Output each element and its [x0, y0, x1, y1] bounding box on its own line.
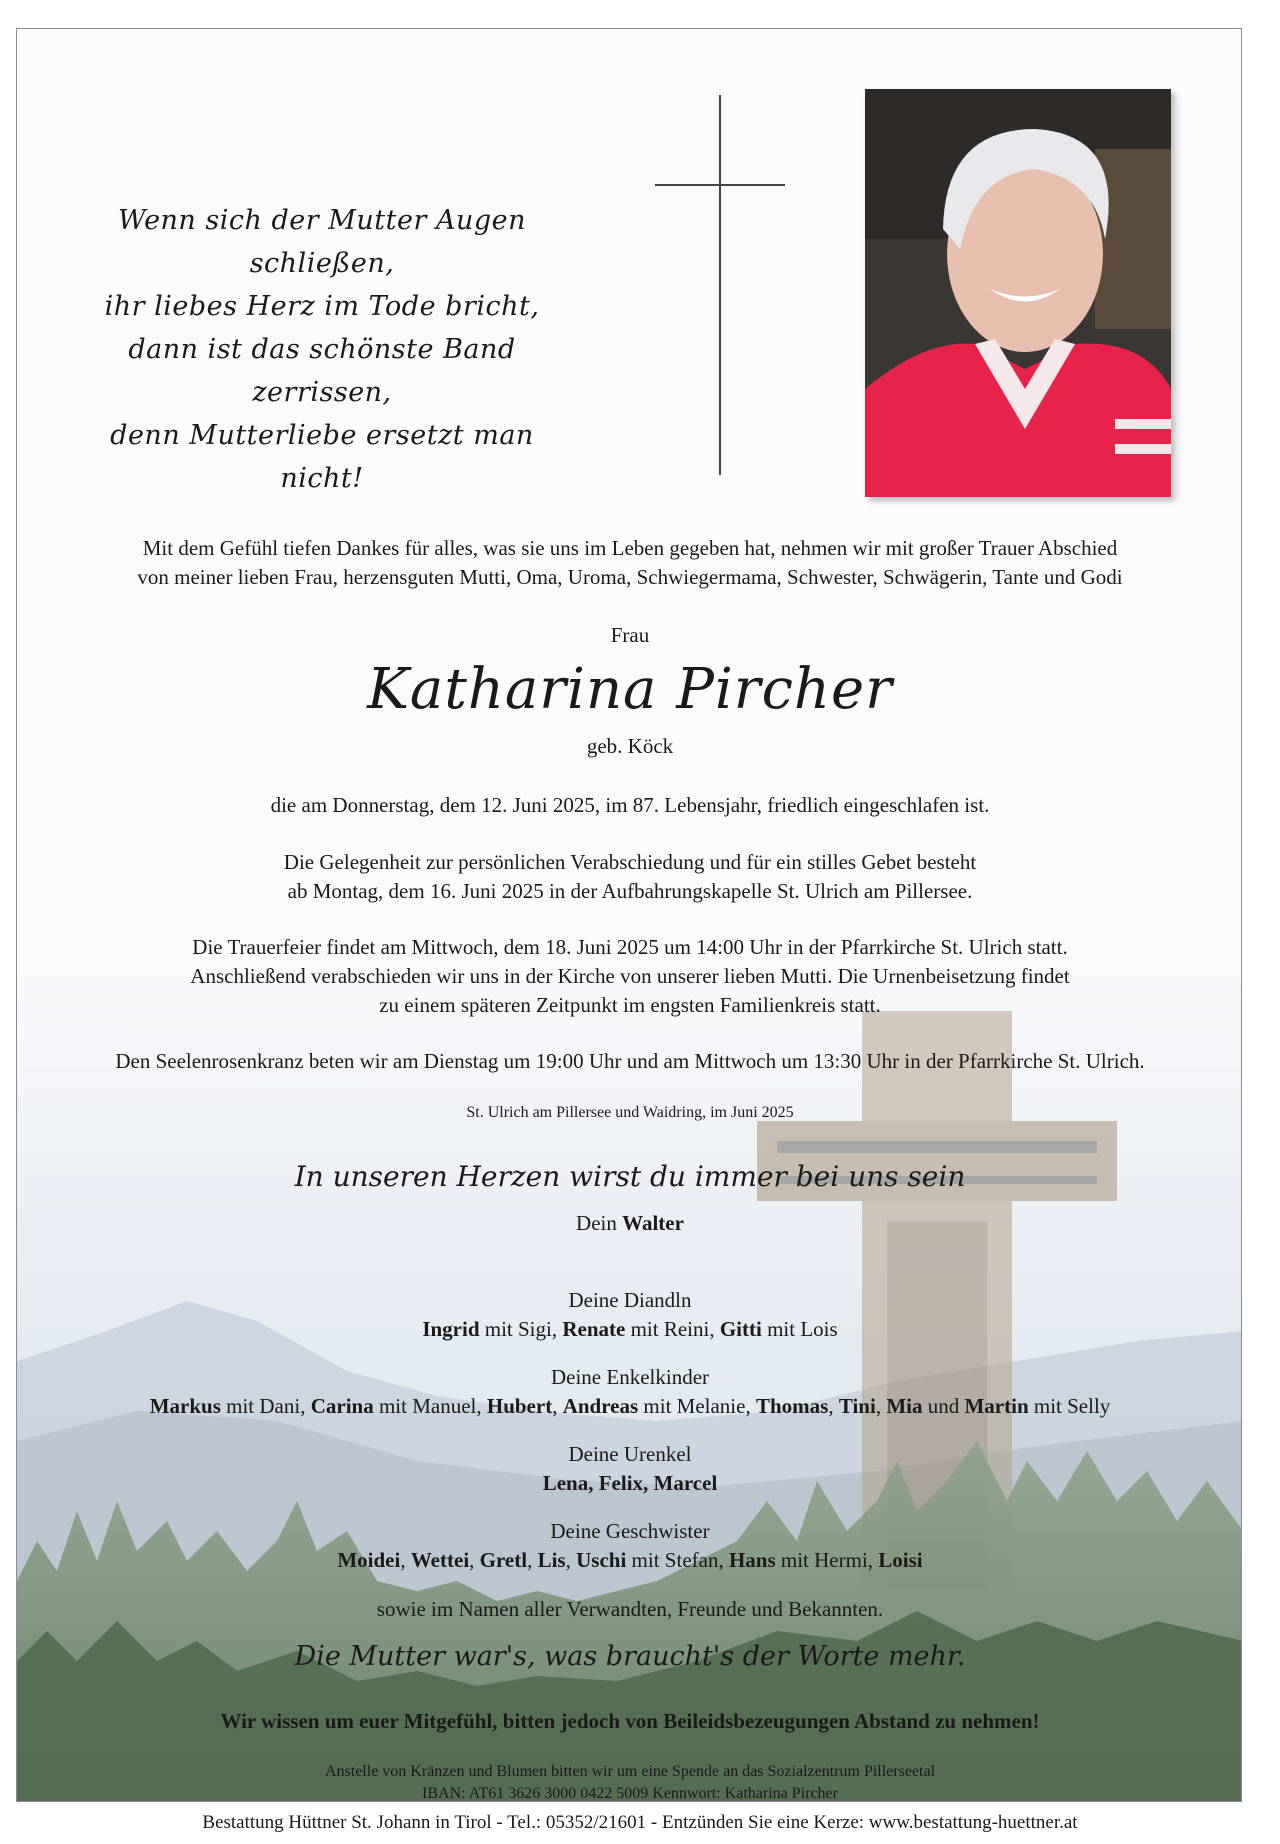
person-name: Ingrid: [422, 1317, 480, 1341]
obituary-card: [16, 28, 1242, 1802]
daughters-title: Deine Diandln: [568, 1288, 692, 1312]
farewell-line: ab Montag, dem 16. Juni 2025 in der Aufbahrungskapelle St. Ulrich am Pillersee.: [287, 879, 973, 903]
person-connector: mit Selly: [1028, 1394, 1111, 1418]
donation-line: IBAN: AT61 3626 3000 0422 5009 Kennwort: Katharina Pircher: [422, 1785, 838, 1802]
daughters-list: [17, 1315, 1242, 1344]
great-grandchildren-list: [17, 1469, 1242, 1498]
closing-quote: Die Mutter war's, was braucht's der Worte mehr.: [294, 1641, 966, 1672]
person-name: Thomas: [755, 1394, 829, 1418]
siblings-list: [17, 1546, 1242, 1575]
person-connector: ,: [400, 1548, 411, 1572]
person-name: Gretl: [479, 1548, 528, 1572]
person-name: Carina: [310, 1394, 374, 1418]
person-connector: ,: [552, 1394, 563, 1418]
opening-quote: [67, 199, 577, 500]
intro-line: Mit dem Gefühl tiefen Dankes für alles, was sie uns im Leben gegeben hat, nehmen wir mit großer Trauer Abschied: [142, 536, 1118, 560]
person-name: Tini: [838, 1394, 876, 1418]
ceremony-line: Anschließend verabschieden wir uns in der Kirche von unserer lieben Mutti. Die Urnenbeisetzung findet: [190, 964, 1070, 988]
others-text: sowie im Namen aller Verwandten, Freunde und Bekannten.: [376, 1597, 884, 1621]
person-connector: ,: [527, 1548, 538, 1572]
person-connector: ,: [828, 1394, 839, 1418]
donation-line: Anstelle von Kränzen und Blumen bitten wir um eine Spende an das Sozialzentrum Pillerseetal: [324, 1763, 936, 1780]
rosary-text: Den Seelenrosenkranz beten wir am Dienstag um 19:00 Uhr und am Mittwoch um 13:30 Uhr in der Pfarrkirche St. Ulrich.: [115, 1049, 1145, 1073]
motto: In unseren Herzen wirst du immer bei uns sein: [294, 1160, 966, 1193]
person-connector: mit Manuel,: [373, 1394, 487, 1418]
person-name: Martin: [964, 1394, 1029, 1418]
great-grandchildren-title: Deine Urenkel: [568, 1442, 692, 1466]
person-name: Hubert: [486, 1394, 553, 1418]
husband-name: Walter: [622, 1211, 684, 1235]
person-name: Wettei: [410, 1548, 470, 1572]
person-name: Markus: [149, 1394, 221, 1418]
person-name: Andreas: [562, 1394, 639, 1418]
ceremony-text: [17, 933, 1242, 1020]
deceased-name: Katharina Pircher: [367, 657, 893, 722]
person-name: Moidei: [337, 1548, 401, 1572]
husband-line: [17, 1209, 1242, 1238]
salutation: Frau: [610, 623, 650, 647]
person-connector: mit Stefan,: [626, 1548, 729, 1572]
portrait-photo: [865, 89, 1171, 497]
person-connector: ,: [469, 1548, 480, 1572]
condolence-request: Wir wissen um euer Mitgefühl, bitten jedoch von Beileidsbezeugungen Abstand zu nehmen!: [220, 1709, 1040, 1733]
person-connector: ,: [565, 1548, 577, 1572]
person-connector: mit Sigi,: [479, 1317, 563, 1341]
ceremony-line: Die Trauerfeier findet am Mittwoch, dem 18. Juni 2025 um 14:00 Uhr in der Pfarrkirche St. Ulrich statt.: [192, 935, 1068, 959]
person-name: Gitti: [719, 1317, 762, 1341]
person-connector: mit Dani,: [220, 1394, 311, 1418]
intro-text: [17, 534, 1242, 592]
person-connector: mit Lois: [761, 1317, 838, 1341]
intro-line: von meiner lieben Frau, herzensguten Mutti, Oma, Uroma, Schwiegermama, Schwester, Schwägerin, Tante und Godi: [137, 565, 1123, 589]
farewell-line: Die Gelegenheit zur persönlichen Verabschiedung und für ein stilles Gebet besteht: [283, 850, 977, 874]
place-date: St. Ulrich am Pillersee und Waidring, im Juni 2025: [466, 1104, 794, 1121]
person-connector: mit Melanie,: [638, 1394, 756, 1418]
person-name: Uschi: [576, 1548, 627, 1572]
person-connector: mit Hermi,: [775, 1548, 879, 1572]
grandchildren-title: Deine Enkelkinder: [550, 1365, 710, 1389]
siblings-title: Deine Geschwister: [550, 1519, 710, 1543]
donation-text: [17, 1761, 1242, 1802]
person-connector: ,: [875, 1394, 887, 1418]
husband-prefix: Dein: [576, 1211, 617, 1235]
death-notice: die am Donnerstag, dem 12. Juni 2025, im 87. Lebensjahr, friedlich eingeschlafen ist.: [270, 793, 990, 817]
quote-line: Wenn sich der Mutter Augen schließen,: [118, 205, 526, 279]
person-name: Loisi: [878, 1548, 923, 1572]
birth-name: geb. Köck: [586, 734, 674, 758]
ceremony-line: zu einem späteren Zeitpunkt im engsten Familienkreis statt.: [379, 993, 881, 1017]
person-name: Lis: [537, 1548, 566, 1572]
quote-line: denn Mutterliebe ersetzt man nicht!: [110, 420, 534, 494]
quote-line: ihr liebes Herz im Tode bricht,: [104, 291, 540, 322]
great-grandchildren-names: Lena, Felix, Marcel: [542, 1471, 718, 1495]
person-name: Renate: [562, 1317, 626, 1341]
person-name: Mia: [886, 1394, 923, 1418]
grandchildren-list: [17, 1392, 1242, 1421]
person-connector: und: [922, 1394, 965, 1418]
footer-undertaker: Bestattung Hüttner St. Johann in Tirol - Tel.: 05352/21601 - Entzünden Sie eine Kerze: www.bestattung-huettner.at: [202, 1812, 1078, 1833]
quote-line: dann ist das schönste Band zerrissen,: [128, 334, 516, 408]
person-connector: mit Reini,: [625, 1317, 720, 1341]
farewell-text: [17, 848, 1242, 906]
person-name: Hans: [728, 1548, 776, 1572]
cross-icon: [719, 95, 721, 475]
cross-icon-bar: [655, 184, 785, 186]
